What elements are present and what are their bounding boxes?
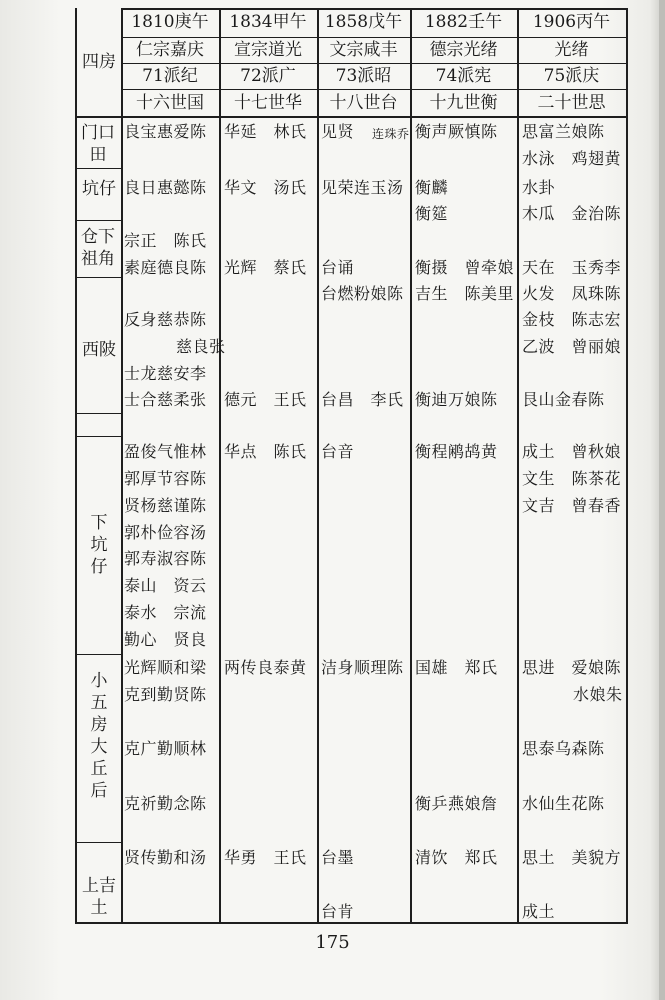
entry-col4: 清饮 郑氏: [415, 848, 498, 867]
place-label-kengzai: 坑仔: [82, 179, 116, 199]
header-gen-2: 十七世华: [234, 93, 302, 113]
entry-col1: 素庭德良陈: [124, 258, 207, 277]
header-reign-3: 文宗咸丰: [329, 40, 398, 60]
header-year-5: 1906丙午: [532, 12, 611, 32]
entry-col5: 木瓜 金治陈: [522, 204, 622, 223]
header-gen-5: 二十世思: [537, 93, 606, 113]
table-divider-2: [317, 8, 319, 924]
header-year-1: 1810庚午: [131, 12, 209, 32]
entry-col5: 乙波 曾丽娘: [522, 337, 622, 356]
entry-col5: 水泳 鸡翅黄: [522, 149, 622, 168]
table-divider-3: [410, 8, 412, 924]
entry-col3: 见贤: [321, 122, 355, 141]
header-reign-4: 德宗光绪: [429, 40, 498, 60]
entry-col5: 思土 美貌方: [522, 848, 622, 867]
entry-col1: 勤心 贤良: [124, 630, 207, 649]
entry-col3: 台墨: [321, 848, 355, 867]
header-reign-2: 宣宗道光: [234, 40, 302, 60]
place-label-cangxia: 仓下祖角: [81, 227, 115, 269]
entry-col3: 台肯: [321, 902, 355, 921]
entry-col3: 连珠乔: [372, 127, 410, 141]
place-rule-4: [75, 413, 121, 414]
entry-col1: 盈俊气惟林: [124, 442, 207, 461]
entry-col3: 洁身顺理陈: [321, 658, 404, 677]
entry-col5: 金枝 陈志宏: [522, 310, 622, 329]
place-label-shangjitu: 上吉土: [82, 876, 116, 918]
header-rule-bottom: [75, 116, 628, 118]
entry-col3: 台音: [321, 442, 355, 461]
entry-col2: 德元 王氏: [224, 390, 307, 409]
entry-col1: 贤杨慈谨陈: [124, 496, 207, 515]
entry-col5: 水娘朱: [573, 685, 623, 704]
entry-col1: 克到勤贤陈: [124, 685, 207, 704]
entry-col5: 艮山金春陈: [522, 390, 605, 409]
entry-col4: 衡程鹇鸪黄: [415, 442, 498, 461]
header-pai-4: 74派宪: [435, 66, 492, 86]
entry-col5: 火发 凤珠陈: [522, 284, 622, 303]
entry-col4: 衡筵: [415, 204, 449, 223]
entry-col1: 慈良张: [176, 337, 226, 356]
entry-col4: 衡乒燕娘詹: [415, 794, 498, 813]
entry-col1: 良日惠懿陈: [124, 178, 207, 197]
place-label-xibei: 西陂: [82, 340, 116, 360]
table-divider-4: [517, 8, 519, 924]
entry-col5: 文吉 曾春香: [522, 496, 622, 515]
header-gen-1: 十六世国: [136, 93, 204, 113]
entry-col5: 文生 陈茶花: [522, 469, 622, 488]
entry-col1: 士龙慈安李: [124, 364, 207, 383]
place-rule-7: [75, 842, 121, 843]
entry-col1: 郭朴俭容汤: [124, 523, 207, 542]
header-gen-4: 十九世衡: [429, 93, 498, 113]
place-label-xiakengzai: 下坑仔: [90, 513, 108, 577]
header-reign-1: 仁宗嘉庆: [136, 40, 204, 60]
header-side-label: 四房: [82, 52, 116, 72]
entry-col4: 衡迪万娘陈: [415, 390, 498, 409]
entry-col4: 国雄 郑氏: [415, 658, 498, 677]
entry-col1: 郭寿淑容陈: [124, 549, 207, 568]
entry-col1: 士合慈柔张: [124, 390, 207, 409]
entry-col1: 良宝惠爱陈: [124, 122, 207, 141]
entry-col1: 宗正 陈氏: [124, 231, 207, 250]
entry-col3: 见荣连玉汤: [321, 178, 404, 197]
entry-col5: 天在 玉秀李: [522, 258, 622, 277]
entry-col3: 台燃粉娘陈: [321, 284, 404, 303]
header-pai-5: 75派庆: [543, 66, 600, 86]
entry-col1: 郭厚节容陈: [124, 469, 207, 488]
entry-col1: 光辉顺和梁: [124, 658, 207, 677]
header-gen-3: 十八世台: [329, 93, 398, 113]
entry-col2: 华点 陈氏: [224, 442, 307, 461]
place-rule-2: [75, 220, 121, 221]
table-border-bottom: [75, 922, 628, 924]
entry-col1: 克广勤顺林: [124, 739, 207, 758]
entry-col5: 成土 曾秋娘: [522, 442, 622, 461]
header-rule-1: [121, 37, 628, 38]
header-pai-2: 72派广: [240, 66, 296, 86]
entry-col5: 水卦: [522, 178, 556, 197]
entry-col3: 台诵: [321, 258, 355, 277]
table-border-top: [121, 8, 628, 10]
header-rule-3: [121, 89, 628, 90]
place-rule-6: [75, 654, 121, 655]
place-label-menkoutian: 门口田: [81, 123, 115, 165]
entry-col4: 衡摄 曾牵娘: [415, 258, 515, 277]
header-year-4: 1882壬午: [424, 12, 503, 32]
entry-col3: 台昌 李氏: [321, 390, 404, 409]
entry-col1: 贤传勤和汤: [124, 848, 207, 867]
header-pai-3: 73派昭: [335, 66, 392, 86]
header-reign-5: 光绪: [554, 40, 589, 60]
table-divider-label: [121, 8, 123, 924]
header-pai-1: 71派纪: [142, 66, 198, 86]
table-divider-1: [219, 8, 221, 924]
place-label-xiaowufang: 小五房大丘后: [90, 671, 108, 801]
entry-col4: 衡声厥慎陈: [415, 122, 498, 141]
table-border-right: [626, 8, 628, 924]
entry-col4: 吉生 陈美里: [415, 284, 515, 303]
entry-col5: 成土: [522, 902, 556, 921]
entry-col1: 克祈勤念陈: [124, 794, 207, 813]
place-rule-3: [75, 277, 121, 278]
entry-col2: 华延 林氏: [224, 122, 307, 141]
entry-col2: 华勇 王氏: [224, 848, 307, 867]
page-edge: [659, 0, 665, 1000]
header-rule-2: [121, 63, 628, 64]
entry-col2: 光辉 蔡氏: [224, 258, 307, 277]
entry-col5: 思进 爱娘陈: [522, 658, 622, 677]
entry-col1: 反身慈恭陈: [124, 310, 207, 329]
header-year-3: 1858戊午: [324, 12, 403, 32]
entry-col1: 泰山 资云: [124, 576, 207, 595]
entry-col4: 衡麟: [415, 178, 449, 197]
entry-col5: 思泰乌森陈: [522, 739, 605, 758]
entry-col5: 水仙生花陈: [522, 794, 605, 813]
entry-col1: 泰水 宗流: [124, 603, 207, 622]
header-year-2: 1834甲午: [229, 12, 307, 32]
table-border-left: [75, 8, 77, 924]
entry-col2: 华文 汤氏: [224, 178, 307, 197]
entry-col2: 两传良泰黄: [224, 658, 307, 677]
place-rule-5: [75, 436, 121, 437]
page-number: 175: [315, 932, 350, 953]
place-rule-1: [75, 168, 121, 169]
entry-col5: 思富兰娘陈: [522, 122, 605, 141]
